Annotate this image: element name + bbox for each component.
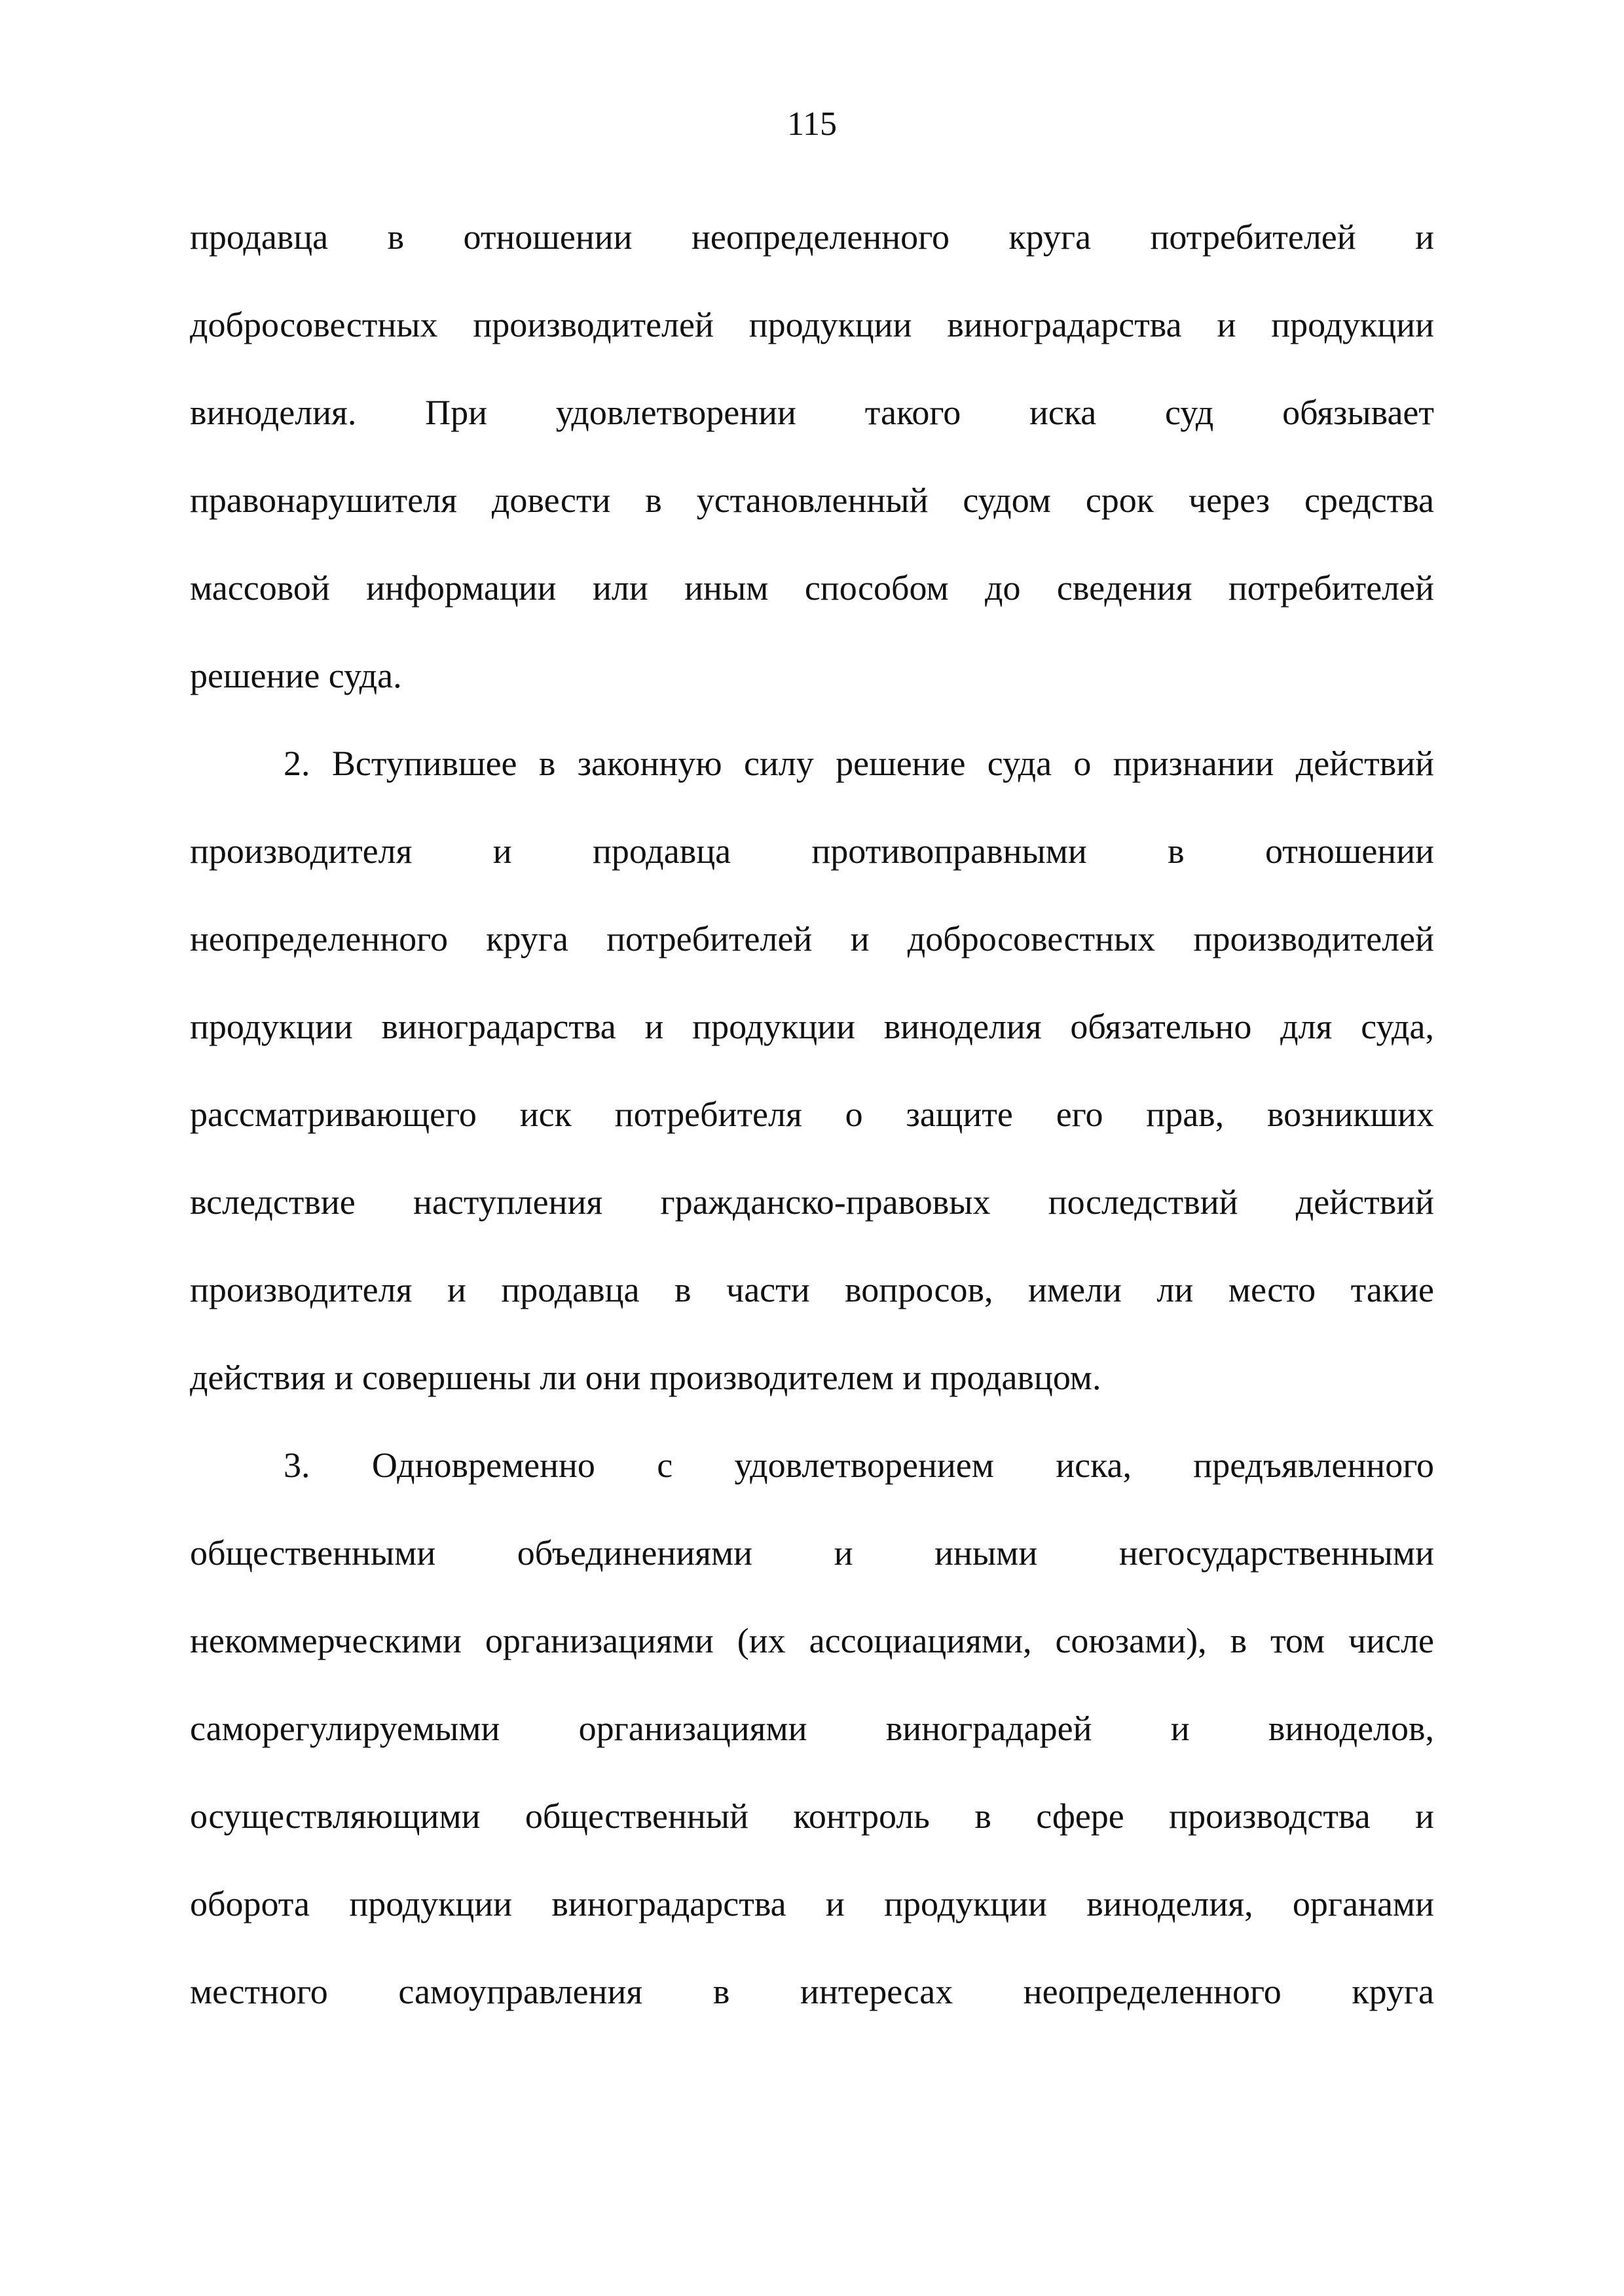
- text-line: массовой информации или иным способом до сведения потребителей: [190, 568, 1434, 608]
- text-line: неопределенного круга потребителей и добросовестных производителей: [190, 919, 1434, 958]
- text-line: виноделия. При удовлетворении такого иска суд обязывает: [190, 393, 1434, 432]
- paragraph-3: [190, 1421, 1434, 2035]
- text-line: некоммерческими организациями (их ассоциациями, союзами), в том числе: [190, 1621, 1434, 1660]
- text-line: добросовестных производителей продукции виноградарства и продукции: [190, 305, 1434, 344]
- text-line: правонарушителя довести в установленный судом срок через средства: [190, 481, 1434, 520]
- text-line: осуществляющими общественный контроль в сфере производства и: [190, 1796, 1434, 1836]
- text-line: 2. Вступившее в законную силу решение суда о признании действий: [284, 744, 1434, 783]
- text-line: вследствие наступления гражданско-правовых последствий действий: [190, 1182, 1434, 1222]
- page-number: 115: [786, 105, 838, 143]
- text-line: рассматривающего иск потребителя о защите его прав, возникших: [190, 1095, 1434, 1134]
- text-line: 3. Одновременно с удовлетворением иска, предъявленного: [284, 1446, 1434, 1485]
- text-line: местного самоуправления в интересах неопределенного круга: [190, 1972, 1434, 2011]
- text-line: действия и совершены ли они производителем и продавцом.: [190, 1358, 1101, 1397]
- text-line: саморегулируемыми организациями виноградарей и виноделов,: [190, 1709, 1434, 1748]
- text-line: решение суда.: [190, 656, 402, 695]
- text-line: общественными объединениями и иными негосударственными: [190, 1533, 1434, 1573]
- text-line: производителя и продавца противоправными в отношении: [190, 831, 1434, 871]
- text-line: производителя и продавца в части вопросов, имели ли место такие: [190, 1270, 1434, 1309]
- text-line: продукции виноградарства и продукции виноделия обязательно для суда,: [190, 1007, 1434, 1046]
- paragraph-continuation: [190, 193, 1434, 720]
- text-line: продавца в отношении неопределенного круга потребителей и: [190, 217, 1434, 257]
- text-line: оборота продукции виноградарства и продукции виноделия, органами: [190, 1884, 1434, 1923]
- paragraph-2: [190, 720, 1434, 1421]
- body-text: [190, 193, 1434, 2035]
